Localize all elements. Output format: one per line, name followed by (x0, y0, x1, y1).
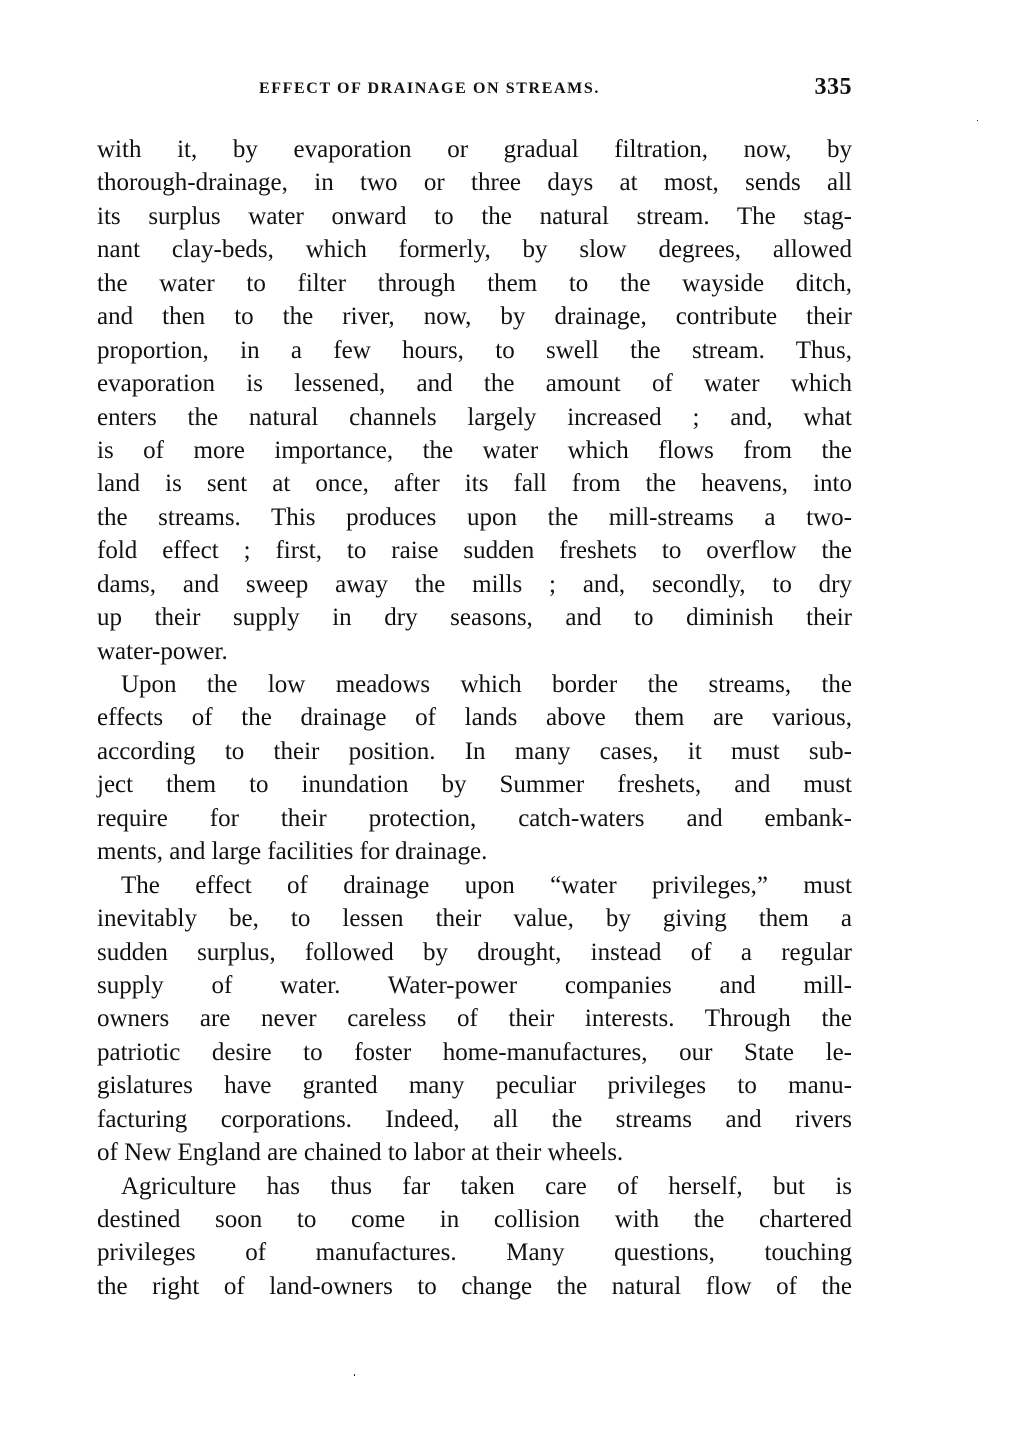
text-line: owners are never careless of their interests. Through the (97, 1005, 852, 1033)
scan-speck (354, 1374, 355, 1376)
text-line: gislatures have granted many peculiar privileges to manu- (97, 1072, 852, 1100)
text-line: its surplus water onward to the natural stream. The stag- (97, 202, 852, 230)
text-line: water-power. (97, 637, 228, 665)
paragraph-3 (97, 869, 852, 1170)
text-line: enters the natural channels largely increased ; and, what (97, 403, 852, 431)
paragraph-2 (97, 668, 852, 869)
text-line: destined soon to come in collision with the chartered (97, 1206, 852, 1233)
text-line: dams, and sweep away the mills ; and, secondly, to dry (97, 570, 852, 598)
text-line: the right of land-owners to change the natural flow of the (97, 1272, 852, 1300)
text-line: Upon the low meadows which border the streams, the (121, 671, 852, 698)
text-line: and then to the river, now, by drainage, contribute their (97, 303, 852, 331)
text-line: patriotic desire to foster home-manufactures, our State le- (97, 1038, 852, 1066)
text-line: facturing corporations. Indeed, all the streams and rivers (97, 1105, 852, 1133)
text-line: up their supply in dry seasons, and to diminish their (97, 604, 852, 632)
text-line: of New England are chained to labor at their wheels. (97, 1139, 624, 1167)
text-line: proportion, in a few hours, to swell the stream. Thus, (97, 336, 852, 364)
text-line: the streams. This produces upon the mill-streams a two- (97, 503, 852, 531)
text-line: sudden surplus, followed by drought, instead of a regular (97, 938, 852, 966)
text-line: inevitably be, to lessen their value, by giving them a (97, 905, 852, 933)
text-line: ject them to inundation by Summer freshets, and must (97, 771, 852, 799)
running-head (97, 74, 852, 104)
text-line: effects of the drainage of lands above them are various, (97, 704, 852, 732)
paragraph-1 (97, 133, 852, 668)
scan-speck (977, 120, 978, 121)
paragraph-4 (97, 1170, 852, 1304)
text-line: Agriculture has thus far taken care of herself, but is (121, 1172, 852, 1200)
body-text (97, 133, 852, 1303)
text-line: ments, and large facilities for drainage. (97, 838, 488, 866)
text-line: supply of water. Water-power companies and mill- (97, 971, 852, 999)
text-line: is of more importance, the water which flows from the (97, 436, 852, 464)
text-line: with it, by evaporation or gradual filtration, now, by (97, 136, 852, 163)
text-line: according to their position. In many cases, it must sub- (97, 737, 852, 765)
text-line: the water to filter through them to the wayside ditch, (97, 269, 852, 297)
text-line: privileges of manufactures. Many questions, touching (97, 1239, 852, 1267)
text-line: The effect of drainage upon “water privileges,” must (121, 871, 852, 899)
page-number: 335 (814, 74, 852, 100)
text-line: require for their protection, catch-waters and embank- (97, 804, 852, 832)
text-line: land is sent at once, after its fall from the heavens, into (97, 470, 852, 498)
text-line: fold effect ; first, to raise sudden freshets to overflow the (97, 537, 852, 565)
text-line: thorough-drainage, in two or three days at most, sends all (97, 169, 852, 197)
running-title: EFFECT OF DRAINAGE ON STREAMS. (259, 80, 600, 97)
text-line: nant clay-beds, which formerly, by slow degrees, allowed (97, 236, 852, 264)
text-line: evaporation is lessened, and the amount of water which (97, 370, 852, 398)
